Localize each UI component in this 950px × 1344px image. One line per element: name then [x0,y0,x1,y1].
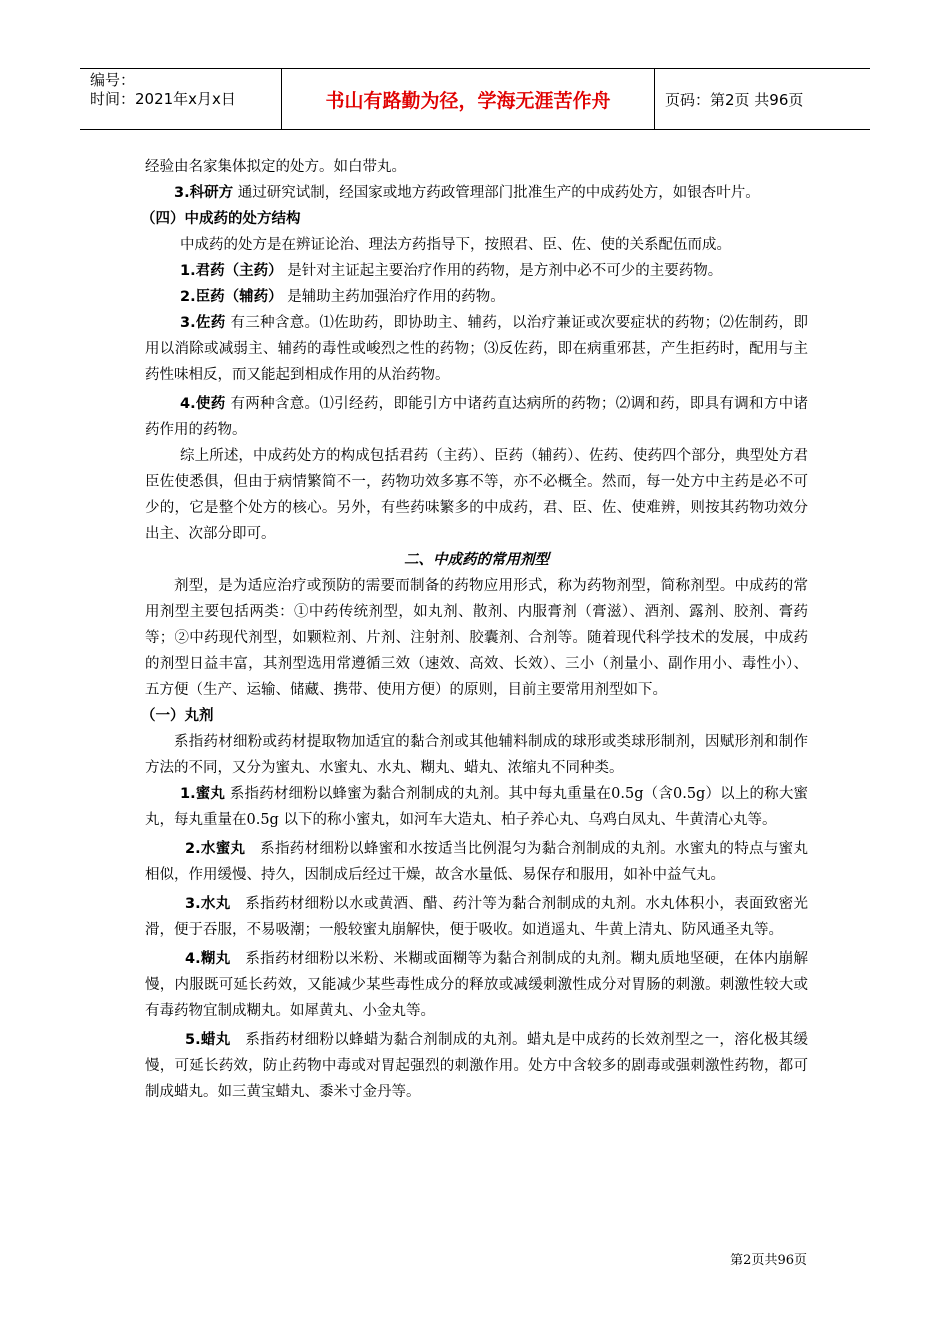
term-label: 3.佐药 [180,315,226,331]
paragraph [145,154,808,180]
term-label: 2.臣药（辅药） [180,289,283,305]
header-motto-cell [282,69,655,129]
paragraph-text: 系指药材细粉以蜂蜜和水按适当比例混匀为黏合剂制成的丸剂。水蜜丸的特点与蜜丸相似，作用缓慢、持久，因制成后经过干燥，故含水量低、易保存和服用，如补中益气丸。 [145,841,808,883]
section-heading: 二、中成药的常用剂型 [404,552,549,568]
page-header [80,68,870,130]
paragraph-text: 综上所述，中成药处方的构成包括君药（主药）、臣药（辅药）、佐药、使药四个部分，典型处方君臣佐使悉俱，但由于病情繁简不一，药物功效多寡不等，亦不必概全。然而，每一处方中主药是必不可少的，它是整个处方的核心。另外，有些药味繁多的中成药，君、臣、佐、使难辨，则按其药物功效分出主、次部分即可。 [145,448,808,542]
paragraph-text: 是针对主证起主要治疗作用的药物，是方剂中必不可少的主要药物。 [282,263,723,279]
paragraph [145,310,808,388]
term-label: 4.糊丸 [185,951,231,967]
paragraph-text: 有两种含意。⑴引经药，即能引方中诸药直达病所的药物；⑵调和药，即具有调和方中诸药作用的药物。 [145,396,808,438]
paragraph [145,180,808,206]
header-meta-cell [80,69,282,129]
term-label: 2.水蜜丸 [185,841,246,857]
paragraph [145,443,808,547]
paragraph [145,232,808,258]
paragraph-text: 有三种含意。⑴佐助药，即协助主、辅药，以治疗兼证或次要症状的药物；⑵佐制药，即用以消除或减弱主、辅药的毒性或峻烈之性的药物；⑶反佐药，即在病重邪甚，产生拒药时，配用与主药性味相反，而又能起到相成作用的从治药物。 [145,315,808,383]
paragraph [145,891,808,943]
paragraph [145,946,808,1024]
paragraph [145,729,808,781]
term-label: 4.使药 [180,396,226,412]
paragraph-text: 剂型，是为适应治疗或预防的需要而制备的药物应用形式，称为药物剂型，简称剂型。中成药的常用剂型主要包括两类：①中药传统剂型，如丸剂、散剂、内服膏剂（膏滋）、酒剂、露剂、胶剂、膏药等；②中药现代剂型，如颗粒剂、片剂、注射剂、胶囊剂、合剂等。随着现代科学技术的发展，中成药的剂型日益丰富，其剂型选用常遵循三效（速效、高效、长效）、三小（剂量小、副作用小、毒性小）、五方便（生产、运输、储藏、携带、使用方便）的原则，目前主要常用剂型如下。 [145,578,808,698]
header-page-cell [655,69,870,129]
time-label: 时间：2021年x月x日 [90,90,236,108]
term-label: 1.蜜丸 [180,786,226,802]
paragraph [145,258,808,284]
term-label: 5.蜡丸 [185,1032,231,1048]
paragraph [145,836,808,888]
term-label: 3.科研方 [174,185,234,201]
paragraph [145,573,808,703]
paragraph-text: 系指药材细粉以蜂蜡为黏合剂制成的丸剂。蜡丸是中成药的长效剂型之一，溶化极其缓慢，可延长药效，防止药物中毒或对胃起强烈的刺激作用。处方中含较多的剧毒或强刺激性药物，都可制成蜡丸。如三黄宝蜡丸、黍米寸金丹等。 [145,1032,808,1100]
paragraph-text: 中成药的处方是在辨证论治、理法方药指导下，按照君、臣、佐、使的关系配伍而成。 [180,237,731,253]
paragraph-text: 系指药材细粉以蜂蜜为黏合剂制成的丸剂。其中每丸重量在0.5g（含0.5g）以上的称大蜜丸，每丸重量在0.5g 以下的称小蜜丸，如河车大造丸、柏子养心丸、乌鸡白凤丸、牛黄清心丸等。 [145,786,808,828]
term-label: 1.君药（主药） [180,263,283,279]
subheading: （一）丸剂 [141,708,214,724]
document-body [141,154,808,1105]
subheading: （四）中成药的处方结构 [141,211,301,227]
term-label: 3.水丸 [185,896,231,912]
paragraph-text: 经验由名家集体拟定的处方。如白带丸。 [145,159,406,175]
paragraph [145,284,808,310]
paragraph-text: 通过研究试制，经国家或地方药政管理部门批准生产的中成药处方，如银杏叶片。 [233,185,760,201]
motto-text: 书山有路勤为径，学海无涯苦作舟 [325,89,611,112]
paragraph-text: 系指药材细粉以水或黄酒、醋、药汁等为黏合剂制成的丸剂。水丸体积小，表面致密光滑，便于吞服，不易吸潮；一般较蜜丸崩解快，便于吸收。如逍遥丸、牛黄上清丸、防风通圣丸等。 [145,896,808,938]
paragraph [145,781,808,833]
page-label: 页码：第2页 共96页 [665,90,804,109]
paragraph-text: 是辅助主药加强治疗作用的药物。 [282,289,505,305]
footer-page-number: 第2页共96页 [730,1253,807,1268]
paragraph [145,1027,808,1105]
page-footer [730,1249,807,1268]
code-label: 编号： [90,71,136,89]
paragraph [145,391,808,443]
paragraph-text: 系指药材细粉以米粉、米糊或面糊等为黏合剂制成的丸剂。糊丸质地坚硬，在体内崩解慢，内服既可延长药效，又能减少某些毒性成分的释放或减缓刺激性成分对胃肠的刺激。刺激性较大或有毒药物宜制成糊丸。如犀黄丸、小金丸等。 [145,951,808,1019]
paragraph-text: 系指药材细粉或药材提取物加适宜的黏合剂或其他辅料制成的球形或类球形制剂，因赋形剂和制作方法的不同，又分为蜜丸、水蜜丸、水丸、糊丸、蜡丸、浓缩丸不同种类。 [145,734,808,776]
